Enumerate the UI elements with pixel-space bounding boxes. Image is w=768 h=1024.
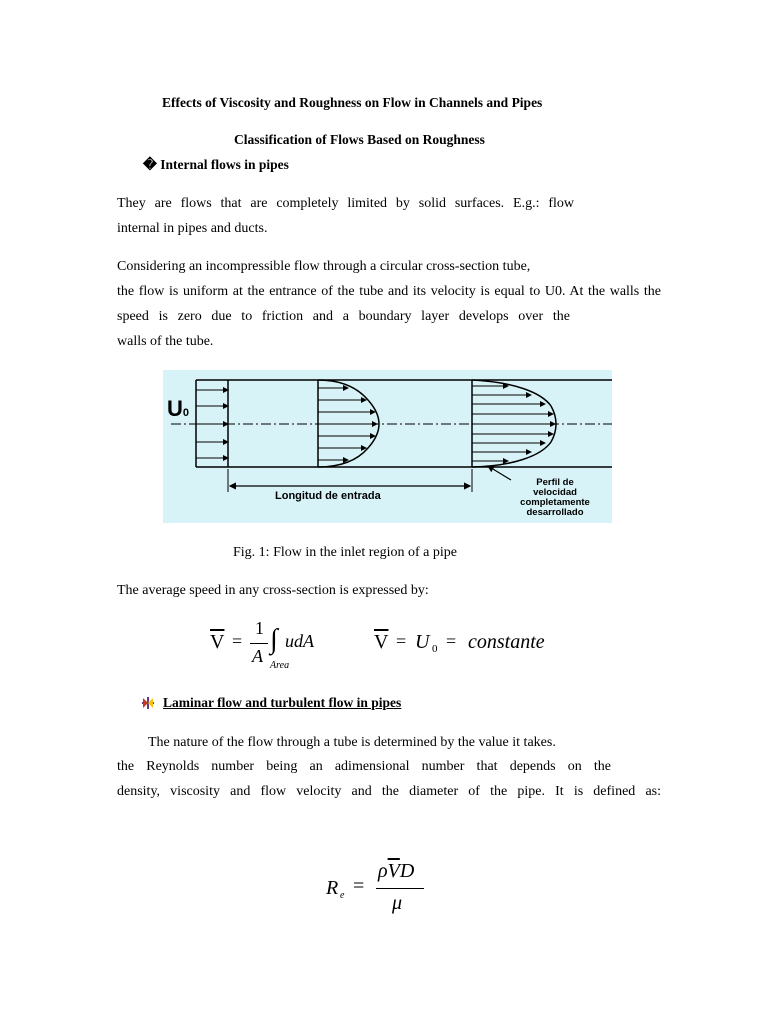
entrance-length-label: Longitud de entrada: [275, 490, 381, 502]
document-subtitle: Classification of Flows Based on Roughness: [234, 132, 485, 147]
paragraph-line: They are flows that are completely limited by solid surfaces. E.g.: flow: [117, 196, 574, 211]
pipe-inlet-figure: [163, 370, 612, 523]
paragraph-line: internal in pipes and ducts.: [117, 221, 268, 236]
paragraph-line: The average speed in any cross-section is expressed by:: [117, 583, 429, 598]
figure-caption: Fig. 1: Flow in the inlet region of a pipe: [233, 545, 457, 560]
document-title: Effects of Viscosity and Roughness on Flow in Channels and Pipes: [162, 95, 543, 110]
paragraph-line: The nature of the flow through a tube is determined by the value it takes.: [148, 735, 556, 750]
paragraph-line: speed is zero due to friction and a boundary layer develops over the: [117, 309, 570, 324]
paragraph-line: density, viscosity and flow velocity and the diameter of the pipe. It is defined as:: [117, 784, 661, 799]
paragraph-line: Considering an incompressible flow through a circular cross-section tube,: [117, 259, 531, 274]
section-heading-internal-flows: [143, 157, 289, 173]
bullet-arrow-icon: [142, 697, 154, 709]
paragraph-line: walls of the tube.: [117, 334, 214, 349]
developed-profile-label: Perfil de velocidad completamente desarrollado: [520, 477, 590, 518]
u0-label: U0: [167, 396, 190, 421]
section-heading-text: Internal flows in pipes: [160, 157, 289, 172]
paragraph-line: the Reynolds number being an adimensional number that depends on the: [117, 759, 611, 774]
uniform-profile-arrows: [196, 390, 228, 458]
paragraph-line: the flow is uniform at the entrance of the tube and its velocity is equal to U0. At the walls the: [117, 284, 661, 299]
average-velocity-formula: $\overline{V}$ = 1 A ∫ udA Area $\overline{V}$ = U 0 = constante: [210, 618, 545, 671]
missing-glyph-bullet: �: [143, 157, 157, 172]
developing-profile-arrows: [318, 388, 377, 460]
section-heading-text: Laminar flow and turbulent flow in pipes: [163, 695, 402, 710]
reynolds-number-formula: R e = $\rho\overline{V}D$ μ: [326, 858, 436, 922]
